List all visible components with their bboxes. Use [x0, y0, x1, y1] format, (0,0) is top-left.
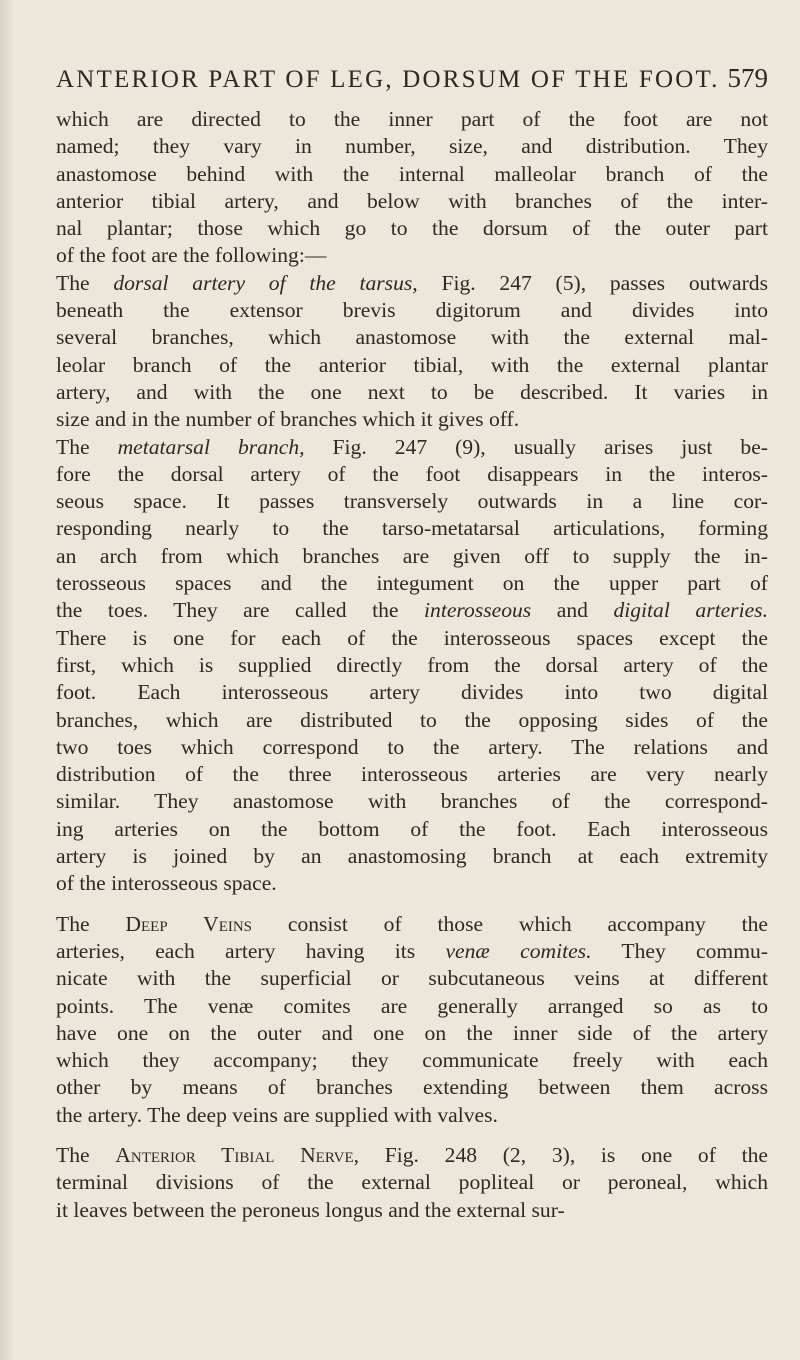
- text-run: two toes which correspond to the artery. The relations and: [56, 734, 768, 759]
- text-line: [56, 188, 768, 215]
- text-line: [56, 242, 768, 269]
- text-run: the artery. The deep veins are supplied with valves.: [56, 1102, 498, 1127]
- text-line: [56, 106, 768, 133]
- running-head: [56, 50, 768, 94]
- text-run: fore the dorsal artery of the foot disappears in the interos-: [56, 461, 768, 486]
- text-run: They commu-: [591, 938, 768, 963]
- text-line: [56, 1142, 768, 1169]
- text-run: which they accompany; they communicate freely with each: [56, 1048, 768, 1073]
- text-line: [56, 938, 768, 965]
- text-line: [56, 434, 768, 461]
- text-run: first, which is supplied directly from the dorsal artery of the: [56, 652, 768, 677]
- text-line: [56, 625, 768, 652]
- text-run: beneath the extensor brevis digitorum and divides into: [56, 298, 768, 323]
- text-line: [56, 911, 768, 938]
- page-gutter-shadow: [0, 0, 14, 1360]
- text-run: other by means of branches extending between them across: [56, 1075, 768, 1100]
- italic-term: metatarsal branch,: [117, 434, 305, 459]
- text-run: There is one for each of the interosseous spaces except the: [56, 625, 768, 650]
- text-line: [56, 1074, 768, 1101]
- text-line: [56, 352, 768, 379]
- text-line: [56, 406, 768, 433]
- text-line: [56, 652, 768, 679]
- text-line: [56, 993, 768, 1020]
- page-number: 579: [727, 63, 768, 93]
- italic-term: dorsal artery of the tarsus,: [113, 270, 418, 295]
- body-text: [56, 106, 768, 1224]
- paragraph: [56, 1142, 768, 1224]
- text-run: points. The venæ comites are generally arranged so as to: [56, 993, 768, 1018]
- text-run: several branches, which anastomose with the external mal-: [56, 325, 768, 350]
- text-run: distribution of the three interosseous arteries are very nearly: [56, 762, 768, 787]
- text-run: anastomose behind with the internal malleolar branch of the: [56, 161, 768, 186]
- text-run: and: [531, 598, 614, 623]
- text-run: similar. They anastomose with branches of the correspond-: [56, 789, 768, 814]
- text-run: seous space. It passes transversely outwards in a line cor-: [56, 489, 768, 514]
- text-line: [56, 843, 768, 870]
- text-line: [56, 761, 768, 788]
- text-line: [56, 324, 768, 351]
- text-run: which are directed to the inner part of the foot are not: [56, 107, 768, 131]
- text-run: named; they vary in number, size, and distribution. They: [56, 134, 768, 159]
- text-run: The: [56, 1142, 116, 1167]
- text-run: Fig. 247 (9), usually arises just be-: [304, 434, 768, 459]
- text-line: [56, 461, 768, 488]
- text-run: of the foot are the following:—: [56, 243, 327, 268]
- text-line: [56, 788, 768, 815]
- text-line: [56, 1047, 768, 1074]
- text-run: nicate with the superficial or subcutaneous veins at different: [56, 966, 768, 991]
- text-line: [56, 734, 768, 761]
- text-line: [56, 679, 768, 706]
- text-line: [56, 1197, 768, 1224]
- text-line: [56, 161, 768, 188]
- paragraph: [56, 911, 768, 1129]
- text-run: The: [56, 434, 118, 459]
- text-run: an arch from which branches are given off to supply the in-: [56, 543, 768, 568]
- text-line: [56, 133, 768, 160]
- text-run: size and in the number of branches which it gives off.: [56, 407, 520, 432]
- paragraph: [56, 106, 768, 270]
- text-run: ing arteries on the bottom of the foot. Each interosseous: [56, 816, 768, 841]
- text-run: Fig. 248 (2, 3), is one of the: [359, 1142, 768, 1167]
- small-caps-heading: Anterior Tibial Nerve,: [115, 1142, 360, 1167]
- running-head-title: ANTERIOR PART OF LEG, DORSUM OF THE FOOT.: [56, 66, 720, 93]
- paragraph-gap: [56, 1129, 768, 1142]
- text-run: terminal divisions of the external popliteal or peroneal, which: [56, 1170, 768, 1195]
- text-run: of the interosseous space.: [56, 871, 277, 896]
- text-run: The: [56, 911, 126, 936]
- text-line: [56, 215, 768, 242]
- text-line: [56, 707, 768, 734]
- text-run: terosseous spaces and the integument on the upper part of: [56, 571, 768, 596]
- text-line: [56, 1020, 768, 1047]
- text-run: anterior tibial artery, and below with branches of the inter-: [56, 188, 768, 213]
- text-line: [56, 379, 768, 406]
- text-line: [56, 816, 768, 843]
- text-run: have one on the outer and one on the inner side of the artery: [56, 1020, 768, 1045]
- text-run: branches, which are distributed to the opposing sides of the: [56, 707, 768, 732]
- text-run: foot. Each interosseous artery divides into two digital: [56, 680, 768, 705]
- paragraph-gap: [56, 898, 768, 911]
- text-run: artery is joined by an anastomosing branch at each extremity: [56, 844, 768, 869]
- text-run: The: [56, 270, 114, 295]
- text-run: the toes. They are called the: [56, 598, 425, 623]
- text-run: Fig. 247 (5), passes outwards: [417, 270, 768, 295]
- text-run: responding nearly to the tarso-metatarsal articulations, forming: [56, 516, 768, 541]
- text-run: nal plantar; those which go to the dorsum of the outer part: [56, 216, 768, 241]
- text-line: [56, 870, 768, 897]
- text-run: artery, and with the one next to be described. It varies in: [56, 379, 768, 404]
- text-line: [56, 570, 768, 597]
- text-line: [56, 597, 768, 624]
- small-caps-heading: Deep Veins: [125, 911, 253, 936]
- text-line: [56, 965, 768, 992]
- text-line: [56, 270, 768, 297]
- text-run: leolar branch of the anterior tibial, with the external plantar: [56, 352, 768, 377]
- text-run: consist of those which accompany the: [252, 911, 768, 936]
- text-line: [56, 1102, 768, 1129]
- text-line: [56, 515, 768, 542]
- text-run: it leaves between the peroneus longus and the external sur-: [56, 1197, 565, 1222]
- paragraph: [56, 270, 768, 434]
- italic-term: interosseous: [424, 598, 532, 623]
- italic-term: digital arteries.: [613, 598, 768, 623]
- text-line: [56, 543, 768, 570]
- paragraph: [56, 434, 768, 898]
- text-run: arteries, each artery having its: [56, 938, 446, 963]
- text-line: [56, 297, 768, 324]
- text-line: [56, 488, 768, 515]
- text-line: [56, 1169, 768, 1196]
- italic-term: venæ comites.: [445, 938, 592, 963]
